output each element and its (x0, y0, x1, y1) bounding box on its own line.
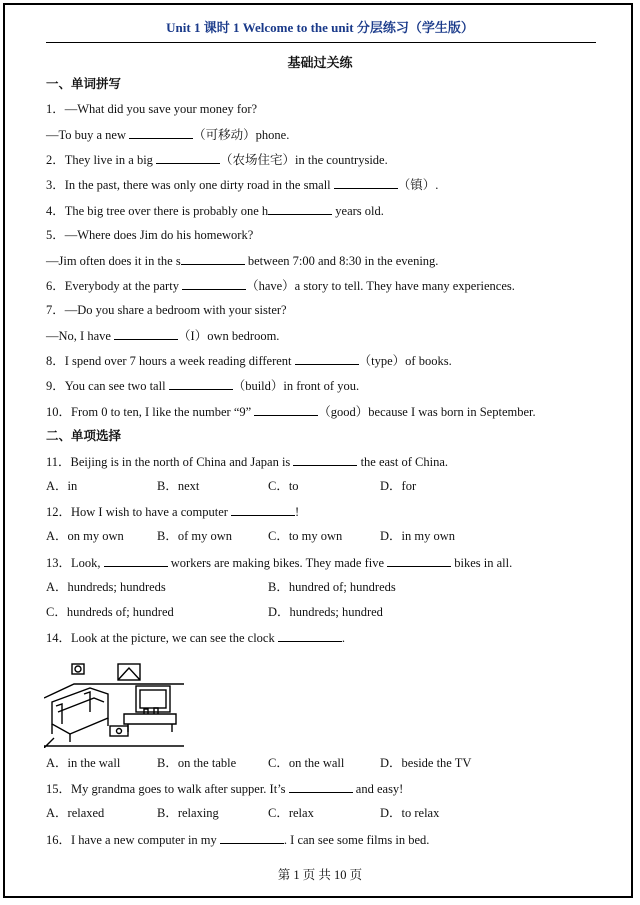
q7-answer-line: —No, I have （I）own bedroom. (46, 329, 280, 343)
answer-blank[interactable] (231, 503, 295, 516)
part1-heading: 一、单词拼写 (46, 77, 122, 91)
q15-option-b[interactable]: B．relaxing (157, 806, 219, 820)
q13-option-c[interactable]: C．hundreds of; hundred (46, 605, 174, 619)
q14-line: 14．Look at the picture, we can see the clock . (46, 631, 345, 645)
answer-blank[interactable] (295, 352, 359, 365)
q12-option-d[interactable]: D．in my own (380, 529, 456, 543)
q10-line: 10．From 0 to ten, I like the number “9” （good）because I was born in September. (46, 405, 536, 419)
q11-option-c[interactable]: C．to (268, 479, 299, 493)
page-footer: 第 1 页 共 10 页 (277, 868, 363, 882)
q11-option-b[interactable]: B．next (157, 479, 200, 493)
q13-option-d[interactable]: D．hundreds; hundred (268, 605, 383, 619)
q7-line: 7．—Do you share a bedroom with your sister? (46, 303, 287, 317)
q9-line: 9．You can see two tall （build）in front of you. (46, 379, 360, 393)
q12-option-c[interactable]: C．to my own (268, 529, 343, 543)
part2-heading: 二、单项选择 (46, 429, 122, 443)
q3-line: 3．In the past, there was only one dirty road in the small （镇）. (46, 178, 439, 192)
q13-option-b[interactable]: B．hundred of; hundreds (268, 580, 396, 594)
q16-line: 16．I have a new computer in my . I can see some films in bed. (46, 833, 430, 847)
answer-blank[interactable] (114, 327, 178, 340)
answer-blank[interactable] (387, 554, 451, 567)
document-header: Unit 1 课时 1 Welcome to the unit 分层练习（学生版） (166, 20, 474, 35)
answer-blank[interactable] (181, 252, 245, 265)
q12-option-a[interactable]: A．on my own (46, 529, 124, 543)
q14-option-a[interactable]: A．in the wall (46, 756, 121, 770)
q14-option-b[interactable]: B．on the table (157, 756, 237, 770)
q13-option-a[interactable]: A．hundreds; hundreds (46, 580, 166, 594)
q6-line: 6．Everybody at the party （have）a story to tell. They have many experiences. (46, 279, 515, 293)
q11-line: 11．Beijing is in the north of China and Japan is the east of China. (46, 455, 449, 469)
q4-line: 4．The big tree over there is probably one h years old. (46, 204, 384, 218)
q5-line: 5．—Where does Jim do his homework? (46, 228, 254, 242)
answer-blank[interactable] (104, 554, 168, 567)
q8-line: 8．I spend over 7 hours a week reading different （type）of books. (46, 354, 452, 368)
q15-option-a[interactable]: A．relaxed (46, 806, 105, 820)
answer-blank[interactable] (220, 831, 284, 844)
answer-blank[interactable] (182, 277, 246, 290)
answer-blank[interactable] (169, 377, 233, 390)
answer-blank[interactable] (334, 176, 398, 189)
q12-option-b[interactable]: B．of my own (157, 529, 233, 543)
q1-answer-line: —To buy a new （可移动）phone. (46, 128, 290, 142)
header-rule (46, 42, 596, 43)
q13-line: 13．Look, workers are making bikes. They made five bikes in all. (46, 556, 513, 570)
q15-option-d[interactable]: D．to relax (380, 806, 440, 820)
answer-blank[interactable] (268, 202, 332, 215)
q5-answer-line: —Jim often does it in the s between 7:00 and 8:30 in the evening. (46, 254, 439, 268)
answer-blank[interactable] (278, 629, 342, 642)
q1-line: 1．—What did you save your money for? (46, 102, 258, 116)
section-title: 基础过关练 (287, 55, 353, 70)
q2-line: 2．They live in a big （农场住宅）in the countryside. (46, 153, 388, 167)
q15-option-c[interactable]: C．relax (268, 806, 314, 820)
answer-blank[interactable] (156, 151, 220, 164)
answer-blank[interactable] (293, 453, 357, 466)
answer-blank[interactable] (254, 403, 318, 416)
answer-blank[interactable] (289, 780, 353, 793)
q15-line: 15．My grandma goes to walk after supper. It’s and easy! (46, 782, 404, 796)
q12-line: 12．How I wish to have a computer ! (46, 505, 300, 519)
q14-option-d[interactable]: D．beside the TV (380, 756, 472, 770)
answer-blank[interactable] (129, 126, 193, 139)
q14-option-c[interactable]: C．on the wall (268, 756, 345, 770)
q11-option-a[interactable]: A．in (46, 479, 78, 493)
q11-option-d[interactable]: D．for (380, 479, 417, 493)
living-room-picture (44, 662, 184, 748)
